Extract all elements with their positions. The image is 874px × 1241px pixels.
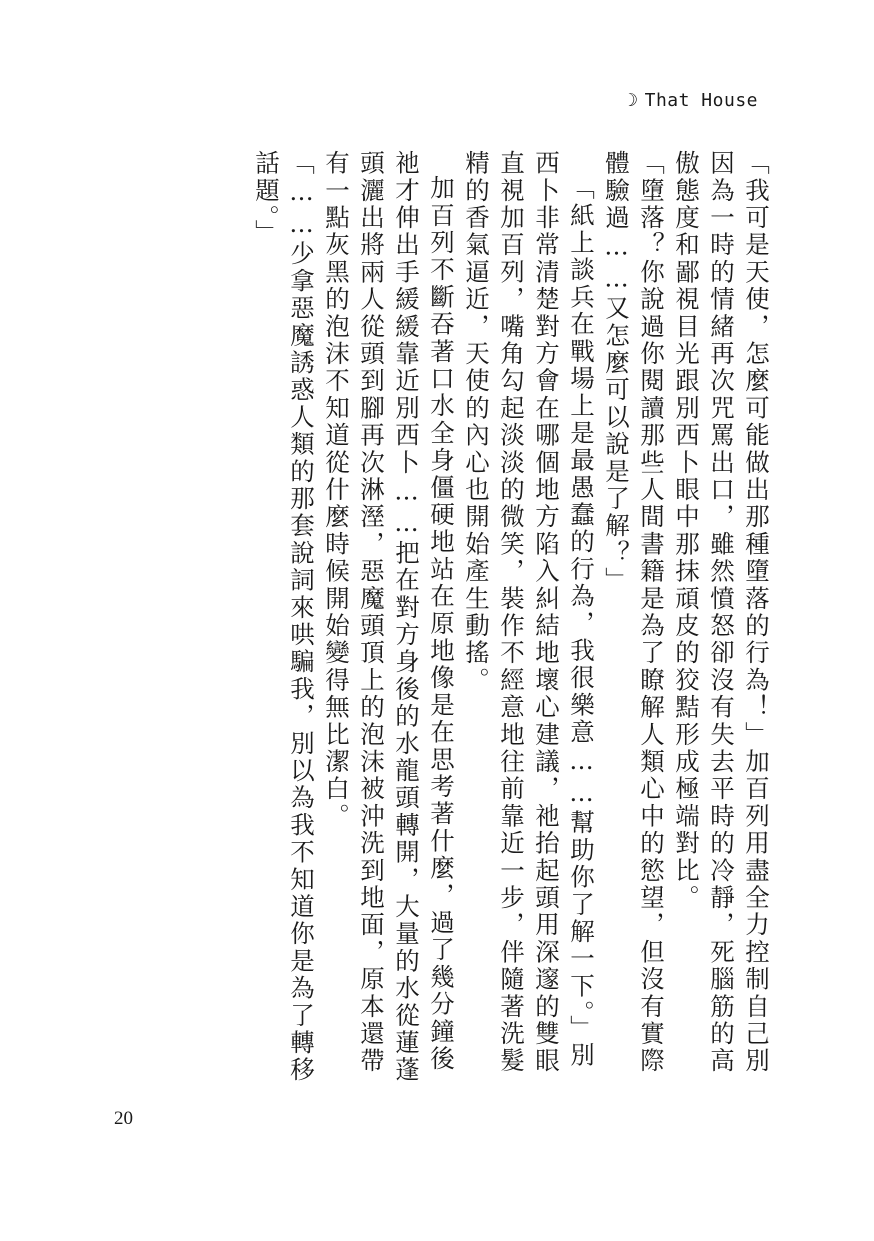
page-number: 20 bbox=[114, 1108, 133, 1129]
crescent-moon-icon: ☽ bbox=[627, 90, 639, 111]
body-text bbox=[114, 150, 774, 1085]
paragraph-3: 「紙上談兵在戰場上是最愚蠢的行為，我很樂意……幫助你了解一下。」別西卜非常清楚對方會在哪個地方陷入糾結地壞心建議，祂抬起頭用深邃的雙眼直視加百列，嘴角勾起淡淡的微笑，裝作不經意地往前靠近一步，伴隨著洗髮精的香氣逼近，天使的內心也開始產生動搖。 bbox=[462, 150, 596, 1075]
book-title: That House bbox=[644, 90, 758, 111]
running-header bbox=[627, 90, 758, 111]
paragraph-2: 「墮落？你說過你閱讀那些人間書籍是為了瞭解人類心中的慾望，但沒有實際體驗過……又怎麼可以說是了解？」 bbox=[602, 150, 666, 1075]
paragraph-1: 「我可是天使，怎麼可能做出那種墮落的行為！」加百列用盡全力控制自己別因為一時的情緒再次咒罵出口，雖然憤怒卻沒有失去平時的冷靜，死腦筋的高傲態度和鄙視目光跟別西卜眼中那抹頑皮的狡黠形成極端對比。 bbox=[672, 150, 771, 1075]
paragraph-5: 「……少拿惡魔誘惑人類的那套說詞來哄騙我，別以為我不知道你是為了轉移話題。」 bbox=[252, 150, 316, 1084]
paragraph-4: 加百列不斷吞著口水全身僵硬地站在原地像是在思考著什麼，過了幾分鐘後祂才伸出手緩緩靠近別西卜……把在對方身後的水龍頭轉開，大量的水從蓮蓬頭灑出將兩人從頭到腳再次淋溼，惡魔頭頂上的泡沫被沖洗到地面，原本還帶有一點灰黑的泡沫不知道從什麼時候開始變得無比潔白。 bbox=[322, 150, 456, 1084]
